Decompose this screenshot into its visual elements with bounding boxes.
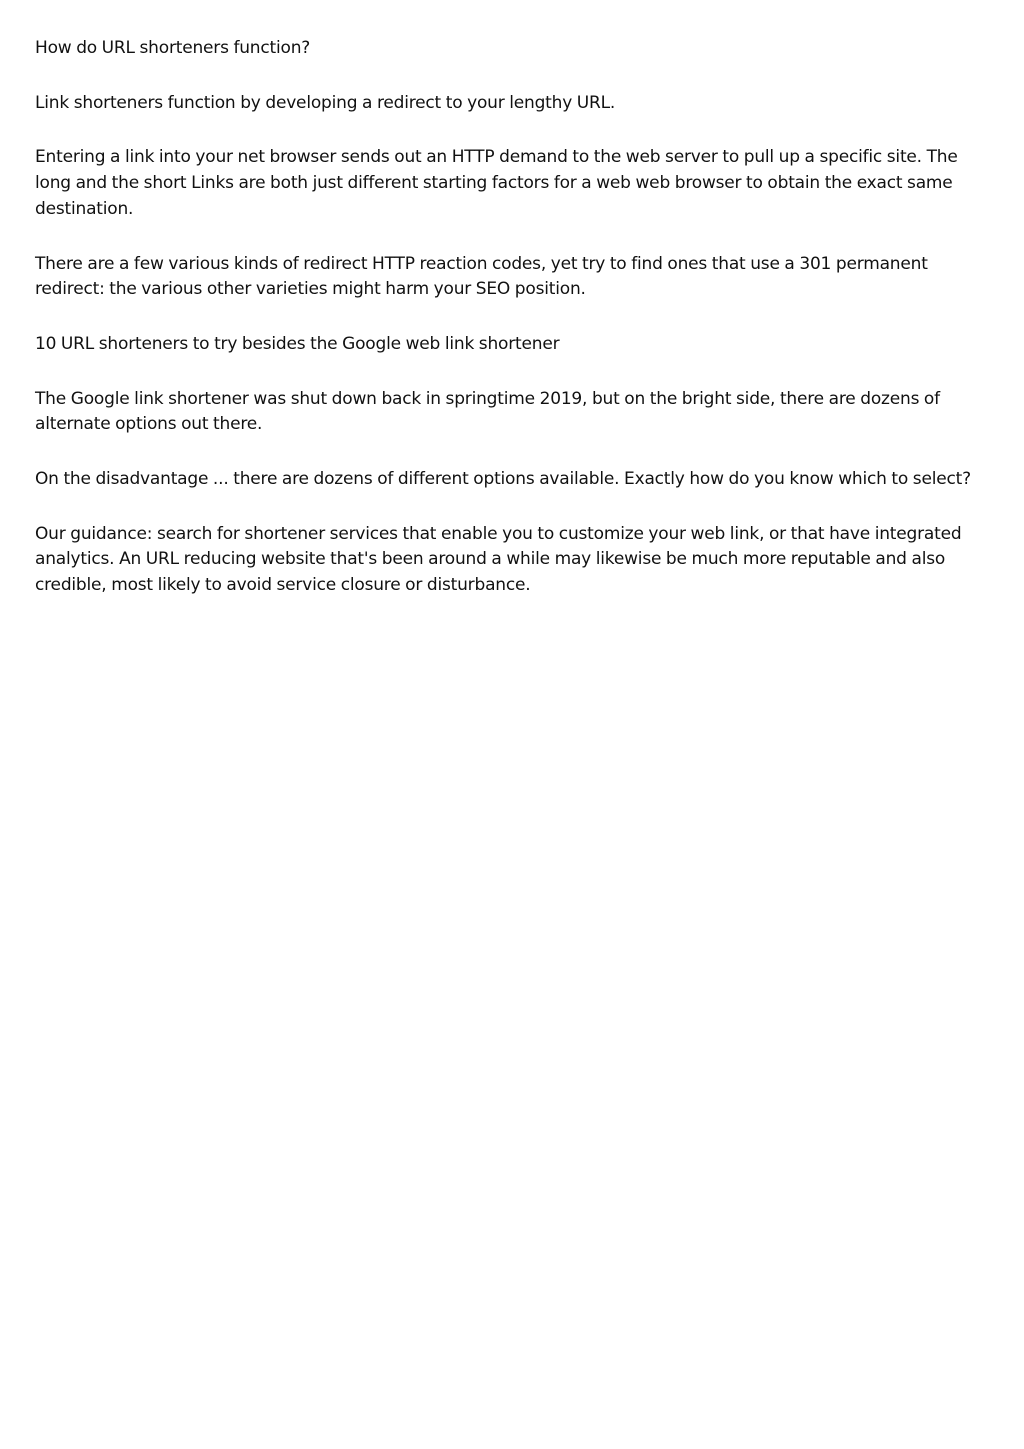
paragraph-http-demand: Entering a link into your net browser sends out an HTTP demand to the web server to pull up a specific site. The long and the short Links are both just different starting factors for a web web browser to obtain the exact same destination. xyxy=(35,147,958,219)
paragraph-redirect-codes: There are a few various kinds of redirect HTTP reaction codes, yet try to find ones that use a 301 permanent redirect: the various other varieties might harm your SEO position. xyxy=(35,253,928,300)
paragraph-shorteners-list-heading: 10 URL shorteners to try besides the Google web link shortener xyxy=(35,333,560,354)
paragraph-question-heading: How do URL shorteners function? xyxy=(35,38,311,58)
paragraph-guidance: Our guidance: search for shortener services that enable you to customize your web link, or that have integrated analytics. An URL reducing website that's been around a while may likewise be much more reputable and also credible, most likely to avoid service closure or disturbance. xyxy=(35,523,962,596)
paragraph-disadvantage: On the disadvantage ... there are dozens of different options available. Exactly how do you know which to select? xyxy=(35,469,971,490)
paragraph-redirect-intro: Link shorteners function by developing a redirect to your lengthy URL. xyxy=(35,92,616,113)
document-body xyxy=(35,36,995,628)
paragraph-google-shutdown: The Google link shortener was shut down back in springtime 2019, but on the bright side, there are dozens of alternate options out there. xyxy=(35,388,940,435)
